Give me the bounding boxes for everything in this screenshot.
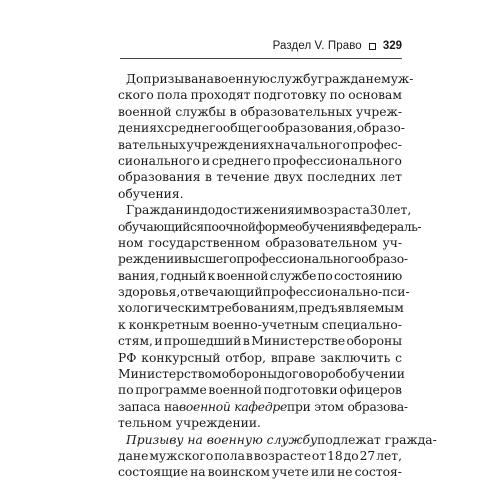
emphasized-term: военной кафедре [178, 399, 288, 414]
word: по [203, 219, 219, 234]
word: военной [118, 104, 172, 119]
word: Министерстве [251, 334, 346, 349]
word: обучающийся [118, 219, 204, 234]
word: форме [255, 219, 296, 234]
word: предъявляемым [298, 301, 404, 316]
word: 30 [369, 203, 386, 218]
word: возрасте [253, 448, 311, 463]
word: программе [135, 383, 207, 398]
word: лет, [376, 448, 402, 463]
word: основам [348, 88, 402, 103]
word: вательных [118, 137, 186, 152]
word: 18 [327, 448, 343, 463]
text-line [118, 300, 402, 316]
word: по [118, 383, 134, 398]
word: учреж- [356, 104, 402, 119]
word: проходят [190, 88, 251, 103]
word: службу [269, 72, 318, 86]
word: граждане [317, 72, 382, 86]
text-line [118, 87, 402, 103]
word: общего [222, 121, 271, 136]
running-header [273, 40, 402, 52]
word: отбор, [225, 350, 267, 365]
word: по [329, 88, 346, 103]
word: в [204, 170, 212, 185]
word: среднего [211, 153, 271, 168]
word: состоянию [333, 268, 402, 283]
text-line [118, 415, 402, 431]
word: образо- [361, 252, 408, 267]
word: специально- [321, 317, 402, 332]
word: в [245, 448, 253, 463]
word: профес- [350, 137, 402, 152]
word: обороны [346, 334, 402, 349]
word: очной [218, 219, 256, 234]
word: профессионального [236, 252, 362, 267]
word: им [294, 203, 313, 218]
word: 27 [359, 448, 376, 463]
word: годный [160, 268, 207, 283]
word: состоящие [118, 465, 189, 480]
word: военной [208, 383, 263, 398]
text-line [118, 448, 402, 464]
word: профессионального [272, 153, 402, 168]
text-line [118, 333, 402, 349]
word: федераль- [359, 219, 422, 234]
word: среднего [163, 121, 223, 136]
word: сионального [118, 153, 200, 168]
text-line [118, 284, 410, 300]
header-rule [120, 58, 402, 59]
word: службе [269, 268, 317, 283]
text-line [118, 104, 402, 120]
text-line-with-emphasis [118, 432, 437, 448]
word: заключить [320, 350, 391, 365]
word: состоя- [354, 465, 402, 480]
word: ского [118, 88, 154, 103]
word: профессионально-пси- [262, 285, 410, 300]
word: обучении [342, 367, 405, 382]
word: двух [274, 170, 303, 185]
word: воинском [207, 465, 270, 480]
word: не [337, 465, 353, 480]
word: военную [213, 72, 270, 86]
word: последних [307, 170, 376, 185]
word: с [395, 350, 402, 365]
body-text [118, 71, 437, 481]
section-title: Раздел V. Право [272, 40, 362, 52]
word: к [207, 268, 216, 283]
word: на [198, 72, 214, 86]
word: службы [175, 104, 226, 119]
text-line [118, 251, 408, 267]
word: образовательном [265, 235, 378, 250]
word: или [310, 465, 336, 480]
word: высшего [181, 252, 237, 267]
word: по [317, 268, 333, 283]
word: тельном [118, 416, 172, 431]
word: достижения [215, 203, 295, 218]
word: в [353, 219, 360, 234]
word: пола [214, 448, 245, 463]
word: здоровья, [118, 285, 181, 300]
word: обучения [295, 219, 354, 234]
text-line [118, 464, 402, 480]
word: подготовки [263, 383, 338, 398]
word: лет [380, 170, 402, 185]
word: образования, [270, 121, 357, 136]
word: офицеров [339, 383, 402, 398]
word: вания, [118, 268, 159, 283]
word: прошедший [163, 334, 242, 349]
word: образо- [356, 121, 405, 136]
word: от [311, 448, 327, 463]
word: на [190, 465, 206, 480]
word: отвечающий [180, 285, 263, 300]
word: хологическим [118, 301, 210, 316]
word: и [201, 153, 211, 168]
text-line [118, 382, 402, 398]
word: до [343, 448, 359, 463]
word: военной [216, 268, 269, 283]
square-outline-icon [369, 43, 376, 50]
word: течение [216, 170, 270, 185]
text-line [118, 186, 402, 202]
text-line [118, 366, 405, 382]
word: РФ [118, 350, 137, 365]
word: вправе [270, 350, 316, 365]
word: лет, [385, 203, 412, 218]
paragraph-3 [118, 432, 437, 481]
text-line [118, 235, 402, 251]
text-run: запаса на [118, 399, 179, 414]
word: требованиям, [209, 301, 299, 316]
word: и [154, 334, 163, 349]
word: учреждениях [186, 137, 275, 152]
word: пола [156, 88, 188, 103]
word: конкретным [128, 317, 210, 332]
word: в [229, 104, 237, 119]
word: стям, [118, 334, 153, 349]
word: образовательных [240, 104, 353, 119]
word: подготовку [253, 88, 327, 103]
emphasized-term: Призыву на военную службу [126, 432, 318, 447]
word: дане [118, 448, 149, 463]
text-line [118, 71, 414, 87]
text-line [118, 137, 402, 153]
word: военно-учетным [212, 317, 319, 332]
text-line [118, 268, 402, 284]
word: к [118, 317, 126, 332]
word: до [200, 203, 216, 218]
text-line [118, 202, 412, 218]
word: обучения. [118, 186, 184, 201]
word: призыва [143, 72, 199, 86]
word: конкурсный [141, 350, 221, 365]
word: мужского [149, 448, 214, 463]
text-line [118, 219, 422, 235]
text-line [118, 153, 402, 169]
word: дениях [118, 121, 164, 136]
word: учете [272, 465, 309, 480]
text-line [118, 169, 402, 185]
word: муж- [381, 72, 414, 86]
word: Гражданин [126, 203, 201, 218]
word: уч- [382, 235, 402, 250]
word: До [126, 72, 144, 86]
paragraph-2 [118, 202, 422, 431]
text-line [118, 120, 405, 136]
text-line [118, 350, 402, 366]
word: возраста [312, 203, 370, 218]
word: учреждении. [175, 416, 261, 431]
word: договор [277, 367, 329, 382]
word: начального [274, 137, 350, 152]
word: реждении [118, 252, 182, 267]
word: об [328, 367, 343, 382]
word: образования [118, 170, 201, 185]
paragraph-1 [118, 71, 414, 202]
word: ном [118, 235, 144, 250]
page-number: 329 [382, 40, 402, 52]
text-line [118, 317, 402, 333]
word: обороны [221, 367, 278, 382]
text-run: подлежат гражда- [317, 432, 437, 447]
text-line-with-emphasis [118, 399, 408, 415]
word: в [242, 334, 250, 349]
word: Министерством [118, 367, 222, 382]
word: государственном [148, 235, 261, 250]
text-run: при этом образова- [287, 399, 408, 414]
